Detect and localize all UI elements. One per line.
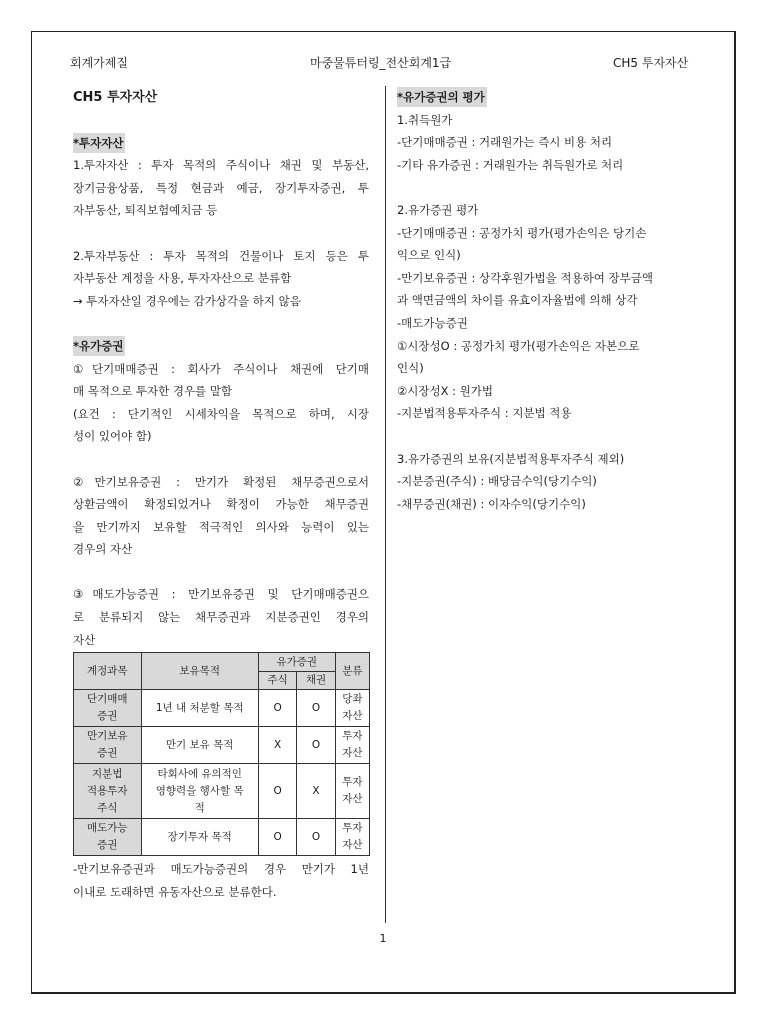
header-right: CH5 투자자산 xyxy=(613,56,689,70)
cell-line: 지분법 xyxy=(92,767,123,780)
header-class: 분류 xyxy=(335,653,369,690)
securities-classification-table xyxy=(73,652,370,856)
cell-line: 자산 xyxy=(342,710,363,723)
text-line: 2.투자부동산 : 투자 목적의 건물이나 토지 등은 투 xyxy=(73,248,369,263)
cell-class xyxy=(335,690,369,727)
cell-line: 자산 xyxy=(342,839,363,852)
cell-line: 주식 xyxy=(97,801,118,814)
text-line: 상환금액이 확정되었거나 확정이 가능한 채무증권 xyxy=(73,497,369,512)
cell-bond: O xyxy=(297,819,335,856)
text-line: ③매도가능증권 : 만기보유증권 및 단기매매증권으 xyxy=(73,587,369,602)
spacer xyxy=(397,425,697,448)
text-line: -매도가능증권 xyxy=(397,315,468,330)
text-line: 자부동산, 퇴직보험예치금 등 xyxy=(73,203,218,218)
text-line: (요건 : 단기적인 시세차익을 목적으로 하며, 시장 xyxy=(73,406,369,421)
cell-class xyxy=(335,764,369,819)
cell-stock: X xyxy=(258,727,296,764)
text-line: ②만기보유증권 : 만기가 확정된 채무증권으로서 xyxy=(73,474,369,489)
spacer xyxy=(73,561,369,584)
heading-text: *투자자산 xyxy=(73,133,125,153)
table-row xyxy=(74,690,370,727)
text-line: -만기보유증권과 매도가능증권의 경우 만기가 1년 xyxy=(73,862,369,877)
paragraph-acquisition-cost xyxy=(397,109,697,177)
cell-bond: O xyxy=(297,727,335,764)
spacer xyxy=(397,176,697,199)
cell-line: 만기보유 xyxy=(86,730,128,743)
text-line: ①시장성O : 공정가치 평가(평가손익은 자본으로 xyxy=(397,338,640,353)
header-purpose: 보유목적 xyxy=(141,653,258,690)
cell-line: 영향력을 행사할 목 xyxy=(155,784,244,797)
cell-line: 적용투자 xyxy=(86,784,128,797)
paragraph-available-for-sale xyxy=(73,583,369,651)
cell-line: 투자 xyxy=(342,822,363,835)
cell-line: 자산 xyxy=(342,793,363,806)
table-header-row xyxy=(74,653,370,672)
spacer xyxy=(73,448,369,471)
text-line: -지분증권(주식) : 배당금수익(당기수익) xyxy=(397,474,597,489)
text-line: 1.투자자산 : 투자 목적의 주식이나 채권 및 부동산, xyxy=(73,158,369,173)
text-line: 과 액면금액의 차이를 유효이자율법에 의해 상각 xyxy=(397,293,638,308)
text-line: -단기매매증권 : 공정가치 평가(평가손익은 당기손 xyxy=(397,225,647,240)
cell-line: 적 xyxy=(194,801,205,814)
paragraph-investment-real-estate xyxy=(73,245,369,313)
cell-line: 단기매매 xyxy=(86,693,128,706)
section-heading-securities xyxy=(73,335,369,358)
page-number: 1 xyxy=(379,932,387,945)
column-divider xyxy=(385,86,386,923)
text-line: -채무증권(채권) : 이자수익(당기수익) xyxy=(397,496,586,511)
text-line: ①단기매매증권 : 회사가 주식이나 채권에 단기매 xyxy=(73,361,369,376)
section-heading-valuation xyxy=(397,86,697,109)
document-page xyxy=(31,31,736,994)
cell-line: 만기 보유 목적 xyxy=(165,738,234,751)
cell-line: 증권 xyxy=(97,710,118,723)
text-line: 익으로 인식) xyxy=(397,248,461,263)
header-left: 회계가제질 xyxy=(70,56,128,70)
cell-purpose xyxy=(141,819,258,856)
text-line: 1.취득원가 xyxy=(397,112,453,127)
text-line: -단기매매증권 : 거래원가는 즉시 비용 처리 xyxy=(397,135,613,150)
header-securities: 유가증권 xyxy=(258,653,335,672)
text-line: 성이 있어야 함) xyxy=(73,429,152,444)
cell-account xyxy=(74,727,142,764)
cell-line: 타회사에 유의적인 xyxy=(157,767,242,780)
cell-line: 증권 xyxy=(97,839,118,852)
text-line: -기타 유가증권 : 거래원가는 취득원가로 처리 xyxy=(397,157,624,172)
cell-line: 당좌 xyxy=(342,693,363,706)
cell-account xyxy=(74,819,142,856)
cell-line: 증권 xyxy=(97,747,118,760)
cell-bond: X xyxy=(297,764,335,819)
spacer xyxy=(73,312,369,335)
header-account: 계정과목 xyxy=(74,653,142,690)
text-line: 로 분류되지 않는 채무증권과 지분증권인 경우의 xyxy=(73,610,369,625)
paragraph-holding xyxy=(397,448,697,516)
text-line: 장기금융상품, 특정 현금과 예금, 장기투자증권, 투 xyxy=(73,180,369,195)
cell-line: 장기투자 목적 xyxy=(167,830,232,843)
text-line: 을 만기까지 보유할 적극적인 의사와 능력이 있는 xyxy=(73,519,369,534)
cell-stock: O xyxy=(258,764,296,819)
text-line: 자산 xyxy=(73,632,96,647)
text-line: 이내로 도래하면 유동자산으로 분류한다. xyxy=(73,884,277,899)
text-line: 경우의 자산 xyxy=(73,542,133,557)
text-line: → 투자자산일 경우에는 감가상각을 하지 않음 xyxy=(73,293,301,308)
text-line: 2.유가증권 평가 xyxy=(397,202,479,217)
chapter-title: CH5 투자자산 xyxy=(73,90,158,105)
table-row xyxy=(74,727,370,764)
spacer xyxy=(73,222,369,245)
table-row xyxy=(74,819,370,856)
cell-line: 투자 xyxy=(342,730,363,743)
heading-text: *유가증권의 평가 xyxy=(397,87,487,107)
text-line: ②시장성X : 원가법 xyxy=(397,383,494,398)
paragraph-trading-securities xyxy=(73,358,369,448)
right-column xyxy=(397,86,697,515)
cell-stock: O xyxy=(258,819,296,856)
cell-line: 자산 xyxy=(342,747,363,760)
header-stock: 주식 xyxy=(258,672,296,690)
cell-purpose xyxy=(141,764,258,819)
text-line: 자부동산 계정을 사용, 투자자산으로 분류함 xyxy=(73,271,292,286)
paragraph-valuation xyxy=(397,199,697,425)
paragraph-held-to-maturity xyxy=(73,471,369,561)
section-heading-investment-assets xyxy=(73,132,369,155)
cell-line: 1년 내 처분할 목적 xyxy=(155,701,244,714)
cell-line: 투자 xyxy=(342,776,363,789)
text-line: 매 목적으로 투자한 경우를 말함 xyxy=(73,384,233,399)
cell-class xyxy=(335,727,369,764)
text-line: 인식) xyxy=(397,361,424,376)
cell-account xyxy=(74,764,142,819)
cell-stock: O xyxy=(258,690,296,727)
heading-text: *유가증권 xyxy=(73,336,125,356)
cell-line: 매도가능 xyxy=(86,822,128,835)
text-line: 3.유가증권의 보유(지분법적용투자주식 제외) xyxy=(397,451,625,466)
cell-bond: O xyxy=(297,690,335,727)
cell-account xyxy=(74,690,142,727)
header-bond: 채권 xyxy=(297,672,335,690)
left-column xyxy=(73,86,369,903)
paragraph-investment-assets xyxy=(73,154,369,222)
cell-purpose xyxy=(141,690,258,727)
table-row xyxy=(74,764,370,819)
cell-class xyxy=(335,819,369,856)
spacer xyxy=(73,109,369,132)
text-line: -지분법적용투자주식 : 지분법 적용 xyxy=(397,406,572,421)
cell-purpose xyxy=(141,727,258,764)
table-note xyxy=(73,858,369,903)
text-line: -만기보유증권 : 상각후원가법을 적용하여 장부금액 xyxy=(397,270,653,285)
header-center: 마중물튜터링_전산회계1급 xyxy=(310,56,452,70)
